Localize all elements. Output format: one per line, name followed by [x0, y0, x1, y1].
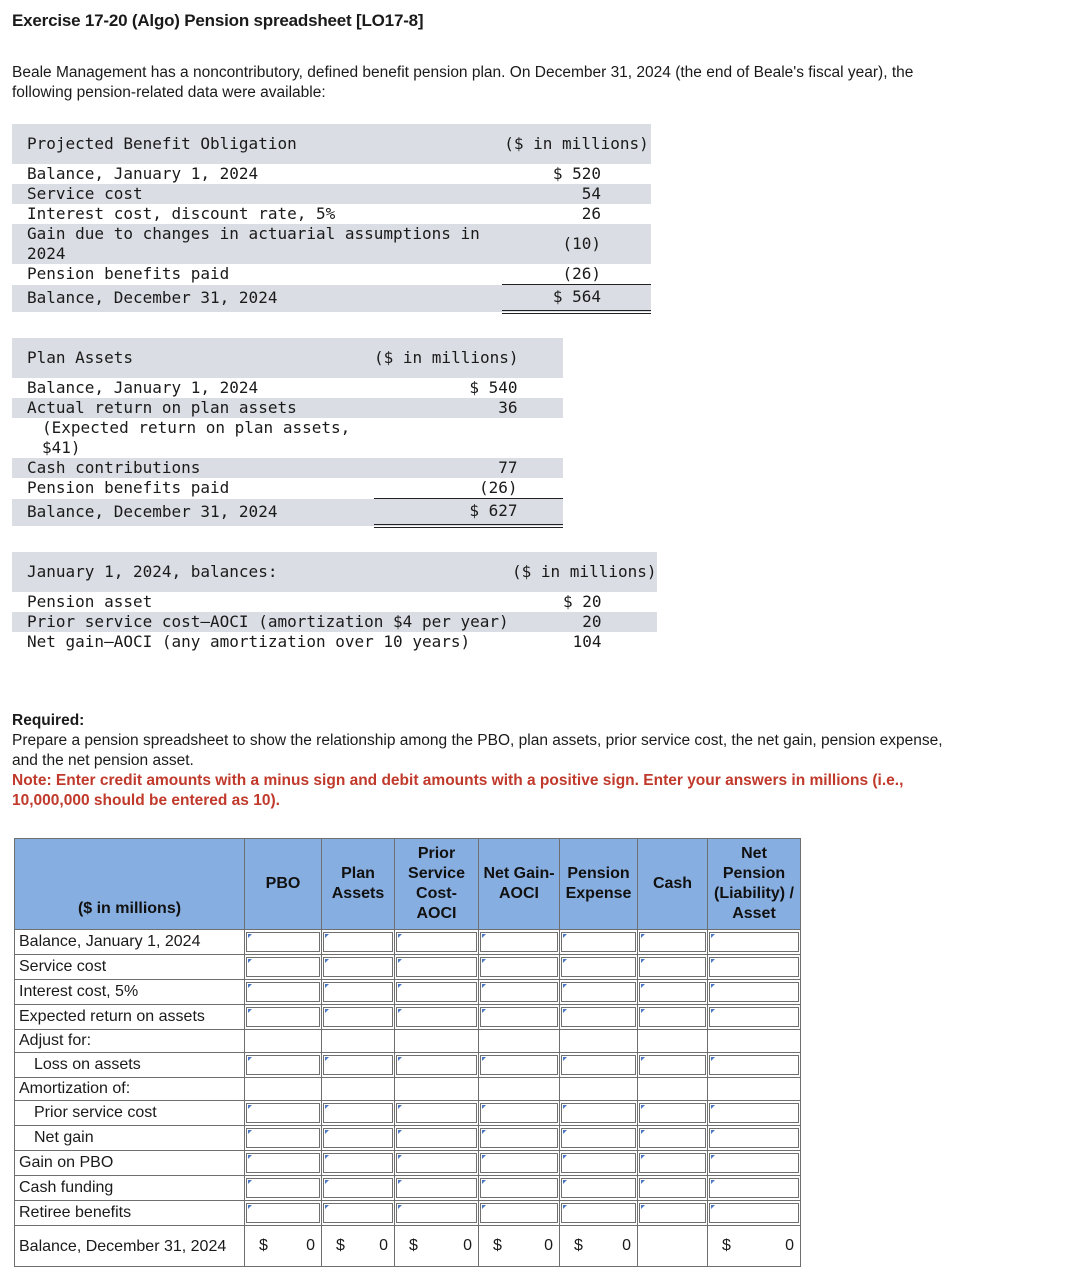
- cash-cell: [638, 980, 708, 1005]
- net-gain-cell: [479, 1005, 560, 1030]
- pbo-row-value: (10): [502, 224, 651, 264]
- table-row: [15, 1151, 801, 1176]
- balances-heading: January 1, 2024, balances:: [12, 552, 512, 592]
- cash-cell: [638, 1005, 708, 1030]
- cash-input[interactable]: [639, 1103, 706, 1123]
- pbo-row-label: Balance, December 31, 2024: [12, 285, 502, 312]
- cash-cell: [638, 1151, 708, 1176]
- pension-expense-cell: [560, 1126, 638, 1151]
- psc-cell: [395, 1101, 479, 1126]
- pbo-row-value: (26): [502, 264, 651, 285]
- pbo-cell: [245, 1053, 322, 1078]
- balances-row-value: 20: [512, 612, 657, 632]
- row-label: Loss on assets: [15, 1053, 245, 1078]
- net-pension-input[interactable]: [709, 982, 799, 1002]
- plan-assets-input[interactable]: [323, 1153, 393, 1173]
- plan-assets-cell: [322, 1201, 395, 1226]
- net-pension-input[interactable]: [709, 1178, 799, 1198]
- plan-assets-row-value: (26): [374, 478, 563, 499]
- cash-cell: [638, 930, 708, 955]
- pbo-table: [12, 124, 651, 314]
- cash-input[interactable]: [639, 1055, 706, 1075]
- row-label: Net gain: [15, 1126, 245, 1151]
- psc-input[interactable]: [396, 1055, 477, 1075]
- total-plan-assets: $ 0: [322, 1226, 395, 1267]
- table-row: [15, 930, 801, 955]
- plan-assets-input[interactable]: [323, 1178, 393, 1198]
- row-label-balance-dec: Balance, December 31, 2024: [15, 1226, 245, 1267]
- plan-assets-cell: [322, 1005, 395, 1030]
- cash-cell: [638, 1176, 708, 1201]
- plan-assets-input[interactable]: [323, 982, 393, 1002]
- table-row: [15, 1126, 801, 1151]
- total-net-gain: $ 0: [479, 1226, 560, 1267]
- pension-expense-input[interactable]: [561, 1203, 636, 1223]
- balances-row-label: Net gain—AOCI (any amortization over 10 years): [27, 632, 471, 651]
- net-pension-input[interactable]: [709, 1103, 799, 1123]
- cash-input[interactable]: [639, 1007, 706, 1027]
- plan-assets-input[interactable]: [323, 1103, 393, 1123]
- cash-input[interactable]: [639, 1203, 706, 1223]
- pension-expense-input[interactable]: [561, 1055, 636, 1075]
- net-gain-cell: [479, 955, 560, 980]
- table-row: [15, 1101, 801, 1126]
- pbo-cell: [245, 1126, 322, 1151]
- cash-cell: [638, 1101, 708, 1126]
- cash-cell: [638, 955, 708, 980]
- plan-assets-cell: [322, 1053, 395, 1078]
- plan-assets-input[interactable]: [323, 957, 393, 977]
- pbo-input[interactable]: [246, 1178, 320, 1198]
- psc-cell: [395, 1005, 479, 1030]
- required-label: Required:: [12, 712, 85, 729]
- net-gain-input[interactable]: [480, 1203, 558, 1223]
- plan-assets-row-label: Balance, December 31, 2024: [12, 499, 374, 526]
- cash-input[interactable]: [639, 982, 706, 1002]
- pbo-heading: Projected Benefit Obligation: [12, 124, 502, 164]
- col-header-psc: Prior Service Cost-AOCI: [395, 839, 479, 930]
- psc-cell: [395, 1030, 479, 1053]
- pbo-row-value: 26: [581, 204, 601, 223]
- pbo-cell: [245, 1151, 322, 1176]
- col-header-pension-expense: Pension Expense: [560, 839, 638, 930]
- pbo-input[interactable]: [246, 957, 320, 977]
- plan-assets-input[interactable]: [323, 1128, 393, 1148]
- cash-input[interactable]: [639, 1128, 706, 1148]
- net-gain-cell: [479, 1030, 560, 1053]
- row-label: Gain on PBO: [15, 1151, 245, 1176]
- pbo-cell: [245, 1176, 322, 1201]
- pension-expense-input[interactable]: [561, 957, 636, 977]
- pbo-input[interactable]: [246, 932, 320, 952]
- row-label: Retiree benefits: [15, 1201, 245, 1226]
- row-label: Balance, January 1, 2024: [15, 930, 245, 955]
- balances-row-value: $ 20: [562, 592, 602, 611]
- net-gain-cell: [479, 1201, 560, 1226]
- net-gain-input[interactable]: [480, 932, 558, 952]
- balances-unit: ($ in millions): [512, 552, 657, 592]
- total-psc: $ 0: [395, 1226, 479, 1267]
- row-label: Amortization of:: [15, 1078, 245, 1101]
- pension-expense-cell: [560, 1078, 638, 1101]
- plan-assets-cell: [322, 1078, 395, 1101]
- pension-expense-cell: [560, 1201, 638, 1226]
- plan-assets-row-label: Pension benefits paid: [27, 478, 230, 498]
- cash-cell: [638, 1201, 708, 1226]
- pension-expense-cell: [560, 1101, 638, 1126]
- total-net-pension: $ 0: [708, 1226, 801, 1267]
- pension-expense-cell: [560, 1053, 638, 1078]
- plan-assets-input[interactable]: [323, 1055, 393, 1075]
- table-row: [15, 1078, 801, 1101]
- psc-input[interactable]: [396, 1178, 477, 1198]
- row-label: Expected return on assets: [15, 1005, 245, 1030]
- net-gain-input[interactable]: [480, 1103, 558, 1123]
- table-row: [15, 1005, 801, 1030]
- total-pension-expense: $ 0: [560, 1226, 638, 1267]
- pbo-cell: [245, 1101, 322, 1126]
- intro-paragraph: Beale Management has a noncontributory, defined benefit pension plan. On December 31, 2024 (the end of Beale's fiscal year), the following pension-related data were available:: [12, 64, 914, 101]
- net-gain-input[interactable]: [480, 1007, 558, 1027]
- plan-assets-row-label: Cash contributions: [12, 458, 374, 478]
- row-label: Prior service cost: [15, 1101, 245, 1126]
- psc-input[interactable]: [396, 1007, 477, 1027]
- net-pension-cell: [708, 980, 801, 1005]
- pbo-cell: [245, 930, 322, 955]
- pension-expense-input[interactable]: [561, 932, 636, 952]
- pbo-cell: [245, 1005, 322, 1030]
- col-header-net-gain: Net Gain-AOCI: [479, 839, 560, 930]
- cash-cell: [638, 1030, 708, 1053]
- cash-input[interactable]: [639, 957, 706, 977]
- pbo-row-value: $ 564: [502, 285, 651, 312]
- net-pension-input[interactable]: [709, 1128, 799, 1148]
- psc-cell: [395, 955, 479, 980]
- pension-expense-cell: [560, 1176, 638, 1201]
- total-cash: [638, 1226, 708, 1267]
- row-label: Service cost: [15, 955, 245, 980]
- plan-assets-cell: [322, 1126, 395, 1151]
- cash-input[interactable]: [639, 1178, 706, 1198]
- cash-input[interactable]: [639, 932, 706, 952]
- plan-assets-cell: [322, 1101, 395, 1126]
- pbo-input[interactable]: [246, 1103, 320, 1123]
- required-text: Prepare a pension spreadsheet to show the relationship among the PBO, plan assets, prior service cost, the net gain, pension expense, and the net pension asset.: [12, 732, 943, 769]
- plan-assets-input[interactable]: [323, 932, 393, 952]
- plan-assets-row-value: 36: [374, 398, 563, 418]
- net-pension-cell: [708, 1201, 801, 1226]
- plan-assets-heading: Plan Assets: [12, 338, 374, 378]
- net-gain-input[interactable]: [480, 1178, 558, 1198]
- pbo-row-label: Balance, January 1, 2024: [27, 164, 259, 183]
- plan-assets-row-label: Balance, January 1, 2024: [27, 378, 259, 397]
- net-pension-cell: [708, 1005, 801, 1030]
- table-row: [15, 1176, 801, 1201]
- plan-assets-row-value: [374, 418, 563, 458]
- plan-assets-cell: [322, 1176, 395, 1201]
- net-gain-cell: [479, 1151, 560, 1176]
- pension-spreadsheet: [14, 838, 801, 1267]
- plan-assets-row-value: 77: [374, 458, 563, 478]
- pension-expense-cell: [560, 1151, 638, 1176]
- pbo-row-value: 54: [502, 184, 651, 204]
- col-header-pbo: PBO: [245, 839, 322, 930]
- plan-assets-row-label: (Expected return on plan assets, $41): [42, 418, 351, 457]
- cash-input[interactable]: [639, 1153, 706, 1173]
- table-row: [15, 980, 801, 1005]
- psc-cell: [395, 1151, 479, 1176]
- cash-cell: [638, 1078, 708, 1101]
- psc-input[interactable]: [396, 1153, 477, 1173]
- pbo-cell: [245, 980, 322, 1005]
- psc-input[interactable]: [396, 1203, 477, 1223]
- plan-assets-input[interactable]: [323, 1203, 393, 1223]
- psc-cell: [395, 930, 479, 955]
- exercise-title: Exercise 17-20 (Algo) Pension spreadsheet [LO17-8]: [12, 11, 424, 30]
- balances-row-label: Pension asset: [27, 592, 153, 611]
- net-pension-cell: [708, 1101, 801, 1126]
- pbo-row-label: Gain due to changes in actuarial assumptions in 2024: [12, 224, 502, 264]
- net-pension-cell: [708, 1126, 801, 1151]
- pbo-input[interactable]: [246, 982, 320, 1002]
- net-gain-cell: [479, 1101, 560, 1126]
- balances-row-value: 104: [572, 632, 602, 651]
- net-pension-cell: [708, 1078, 801, 1101]
- pension-expense-cell: [560, 930, 638, 955]
- net-gain-cell: [479, 1126, 560, 1151]
- plan-assets-cell: [322, 1151, 395, 1176]
- table-row: [15, 1201, 801, 1226]
- total-pbo: $ 0: [245, 1226, 322, 1267]
- col-header-plan-assets: Plan Assets: [322, 839, 395, 930]
- net-gain-cell: [479, 1176, 560, 1201]
- net-gain-cell: [479, 1078, 560, 1101]
- plan-assets-row-value: $ 540: [469, 378, 518, 397]
- net-gain-cell: [479, 980, 560, 1005]
- net-pension-cell: [708, 1053, 801, 1078]
- net-pension-cell: [708, 1151, 801, 1176]
- net-pension-input[interactable]: [709, 957, 799, 977]
- net-pension-cell: [708, 1030, 801, 1053]
- pension-expense-input[interactable]: [561, 1007, 636, 1027]
- table-row: [15, 955, 801, 980]
- plan-assets-input[interactable]: [323, 1007, 393, 1027]
- pbo-input[interactable]: [246, 1007, 320, 1027]
- psc-cell: [395, 1078, 479, 1101]
- psc-cell: [395, 1126, 479, 1151]
- pbo-cell: [245, 1201, 322, 1226]
- row-label: Interest cost, 5%: [15, 980, 245, 1005]
- psc-cell: [395, 1201, 479, 1226]
- pension-expense-cell: [560, 980, 638, 1005]
- pension-expense-input[interactable]: [561, 1103, 636, 1123]
- plan-assets-cell: [322, 930, 395, 955]
- plan-assets-row-value: $ 627: [374, 499, 563, 526]
- psc-cell: [395, 980, 479, 1005]
- required-section: [12, 711, 972, 811]
- balances-table: [12, 552, 657, 652]
- psc-input[interactable]: [396, 957, 477, 977]
- net-pension-cell: [708, 1176, 801, 1201]
- cash-cell: [638, 1126, 708, 1151]
- net-gain-cell: [479, 1053, 560, 1078]
- pension-expense-input[interactable]: [561, 1178, 636, 1198]
- plan-assets-table: [12, 338, 563, 528]
- net-pension-input[interactable]: [709, 1007, 799, 1027]
- pension-expense-cell: [560, 955, 638, 980]
- pbo-input[interactable]: [246, 1153, 320, 1173]
- balances-row-label: Prior service cost—AOCI (amortization $4 per year): [12, 612, 512, 632]
- psc-cell: [395, 1053, 479, 1078]
- net-gain-input[interactable]: [480, 982, 558, 1002]
- required-note: Note: Enter credit amounts with a minus sign and debit amounts with a positive sign. Enter your answers in millions (i.e., 10,000,000 should be entered as 10).: [12, 772, 904, 809]
- psc-cell: [395, 1176, 479, 1201]
- row-label: Cash funding: [15, 1176, 245, 1201]
- pbo-input[interactable]: [246, 1055, 320, 1075]
- plan-assets-cell: [322, 980, 395, 1005]
- cash-cell: [638, 1053, 708, 1078]
- net-pension-cell: [708, 930, 801, 955]
- psc-input[interactable]: [396, 1103, 477, 1123]
- psc-input[interactable]: [396, 1128, 477, 1148]
- pbo-row-label: Service cost: [12, 184, 502, 204]
- net-gain-cell: [479, 930, 560, 955]
- net-pension-input[interactable]: [709, 1055, 799, 1075]
- pension-expense-input[interactable]: [561, 1128, 636, 1148]
- plan-assets-row-label: Actual return on plan assets: [12, 398, 374, 418]
- psc-input[interactable]: [396, 932, 477, 952]
- plan-assets-cell: [322, 955, 395, 980]
- net-gain-input[interactable]: [480, 1128, 558, 1148]
- pension-expense-cell: [560, 1005, 638, 1030]
- col-header-cash: Cash: [638, 839, 708, 930]
- col-header-label: ($ in millions): [15, 839, 245, 930]
- pbo-cell: [245, 1078, 322, 1101]
- col-header-net-pension: Net Pension (Liability) / Asset: [708, 839, 801, 930]
- pbo-row-label: Pension benefits paid: [27, 264, 230, 284]
- pbo-cell: [245, 1030, 322, 1053]
- table-row: [15, 1053, 801, 1078]
- pbo-input[interactable]: [246, 1203, 320, 1223]
- net-pension-input[interactable]: [709, 1203, 799, 1223]
- net-pension-cell: [708, 955, 801, 980]
- psc-input[interactable]: [396, 982, 477, 1002]
- pbo-input[interactable]: [246, 1128, 320, 1148]
- pension-expense-cell: [560, 1030, 638, 1053]
- pension-expense-input[interactable]: [561, 1153, 636, 1173]
- net-gain-input[interactable]: [480, 957, 558, 977]
- pbo-cell: [245, 955, 322, 980]
- pension-expense-input[interactable]: [561, 982, 636, 1002]
- pbo-unit: ($ in millions): [502, 124, 651, 164]
- row-label: Adjust for:: [15, 1030, 245, 1053]
- net-gain-input[interactable]: [480, 1153, 558, 1173]
- pbo-row-label: Interest cost, discount rate, 5%: [27, 204, 336, 223]
- net-pension-input[interactable]: [709, 1153, 799, 1173]
- table-row: [15, 1030, 801, 1053]
- net-gain-input[interactable]: [480, 1055, 558, 1075]
- pbo-row-value: $ 520: [552, 164, 601, 183]
- plan-assets-cell: [322, 1030, 395, 1053]
- net-pension-input[interactable]: [709, 932, 799, 952]
- plan-assets-unit: ($ in millions): [374, 338, 563, 378]
